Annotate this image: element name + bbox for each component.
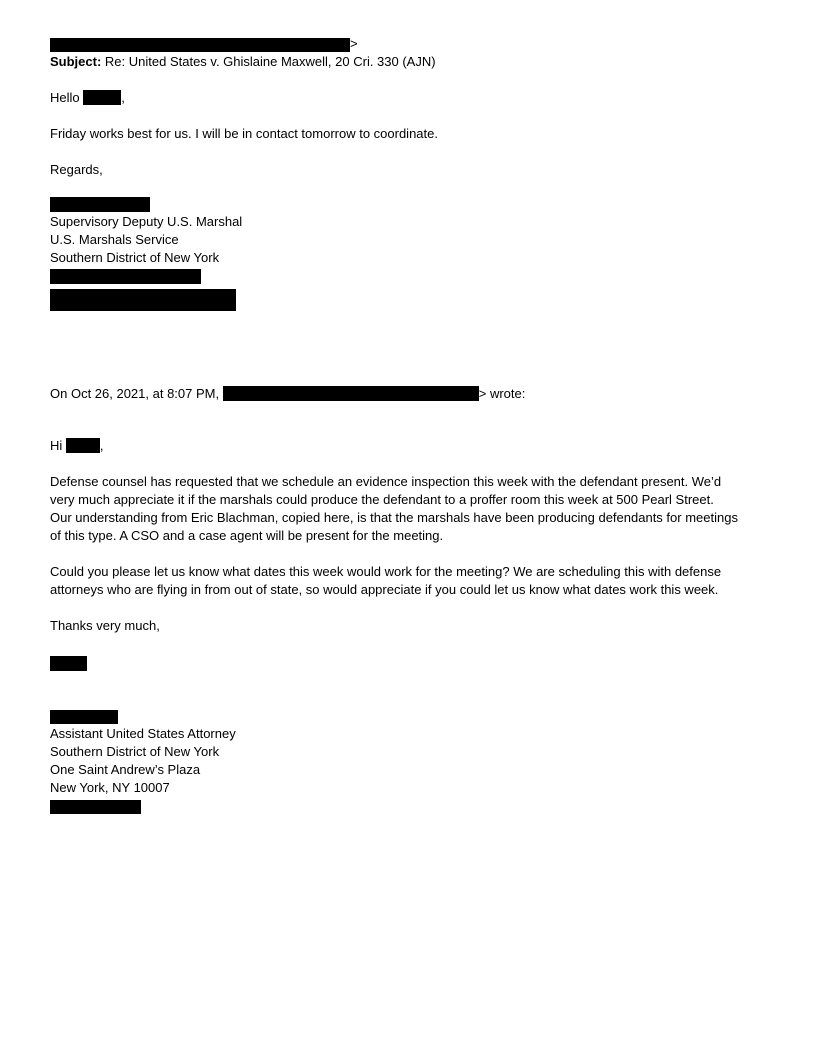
- redacted-contact-1: [50, 269, 201, 284]
- quoted-closing: Thanks very much,: [50, 618, 160, 633]
- marshal-org: U.S. Marshals Service: [50, 232, 179, 247]
- quoted-greeting: [50, 437, 104, 455]
- ausa-address1: One Saint Andrew’s Plaza: [50, 762, 201, 777]
- attribution-prefix: On Oct 26, 2021, at 8:07 PM,: [50, 386, 220, 401]
- ausa-district: Southern District of New York: [50, 744, 220, 759]
- redacted-contact-2: [50, 289, 236, 311]
- redacted-email: [223, 386, 479, 401]
- paragraph1-line: Defense counsel has requested that we schedule an evidence inspection this week with the defendant present. We’d: [50, 474, 722, 489]
- greeting-word: Hello: [50, 90, 80, 105]
- reply-greeting: [50, 89, 125, 107]
- redacted-phone: [50, 800, 141, 814]
- ausa-address2: New York, NY 10007: [50, 780, 170, 795]
- redacted-signature-name: [50, 710, 118, 724]
- redacted-sender: [50, 38, 350, 52]
- redacted-name: [66, 438, 100, 453]
- subject-value: Re: United States v. Ghislaine Maxwell, 20 Cri. 330 (AJN): [101, 54, 436, 69]
- quoted-attribution: [50, 385, 525, 403]
- marshal-title: Supervisory Deputy U.S. Marshal: [50, 214, 243, 229]
- redacted-sender-first-name: [50, 656, 87, 671]
- from-suffix: >: [350, 36, 358, 51]
- greeting-word: Hi: [50, 438, 63, 453]
- marshal-district: Southern District of New York: [50, 250, 220, 265]
- paragraph1-line: Our understanding from Eric Blachman, copied here, is that the marshals have been producing defendants for meetings: [50, 510, 738, 525]
- redacted-name: [83, 90, 121, 105]
- redacted-signature-name: [50, 197, 150, 212]
- attribution-suffix: > wrote:: [478, 386, 526, 401]
- subject-line: [50, 53, 436, 71]
- paragraph1-line: very much appreciate it if the marshals could produce the defendant to a proffer room this week at 500 Pearl Street.: [50, 492, 714, 507]
- paragraph2-line: Could you please let us know what dates this week would work for the meeting? We are scheduling this with defense: [50, 564, 722, 579]
- subject-label: Subject:: [50, 54, 102, 69]
- greeting-comma: ,: [99, 438, 104, 453]
- paragraph1-line: of this type. A CSO and a case agent will be present for the meeting.: [50, 528, 444, 543]
- reply-closing: Regards,: [50, 162, 103, 177]
- greeting-comma: ,: [121, 90, 125, 105]
- paragraph2-line: attorneys who are flying in from out of state, so would appreciate if you could let us know what dates work this week.: [50, 582, 719, 597]
- ausa-title: Assistant United States Attorney: [50, 726, 236, 741]
- reply-body: Friday works best for us. I will be in contact tomorrow to coordinate.: [50, 126, 438, 141]
